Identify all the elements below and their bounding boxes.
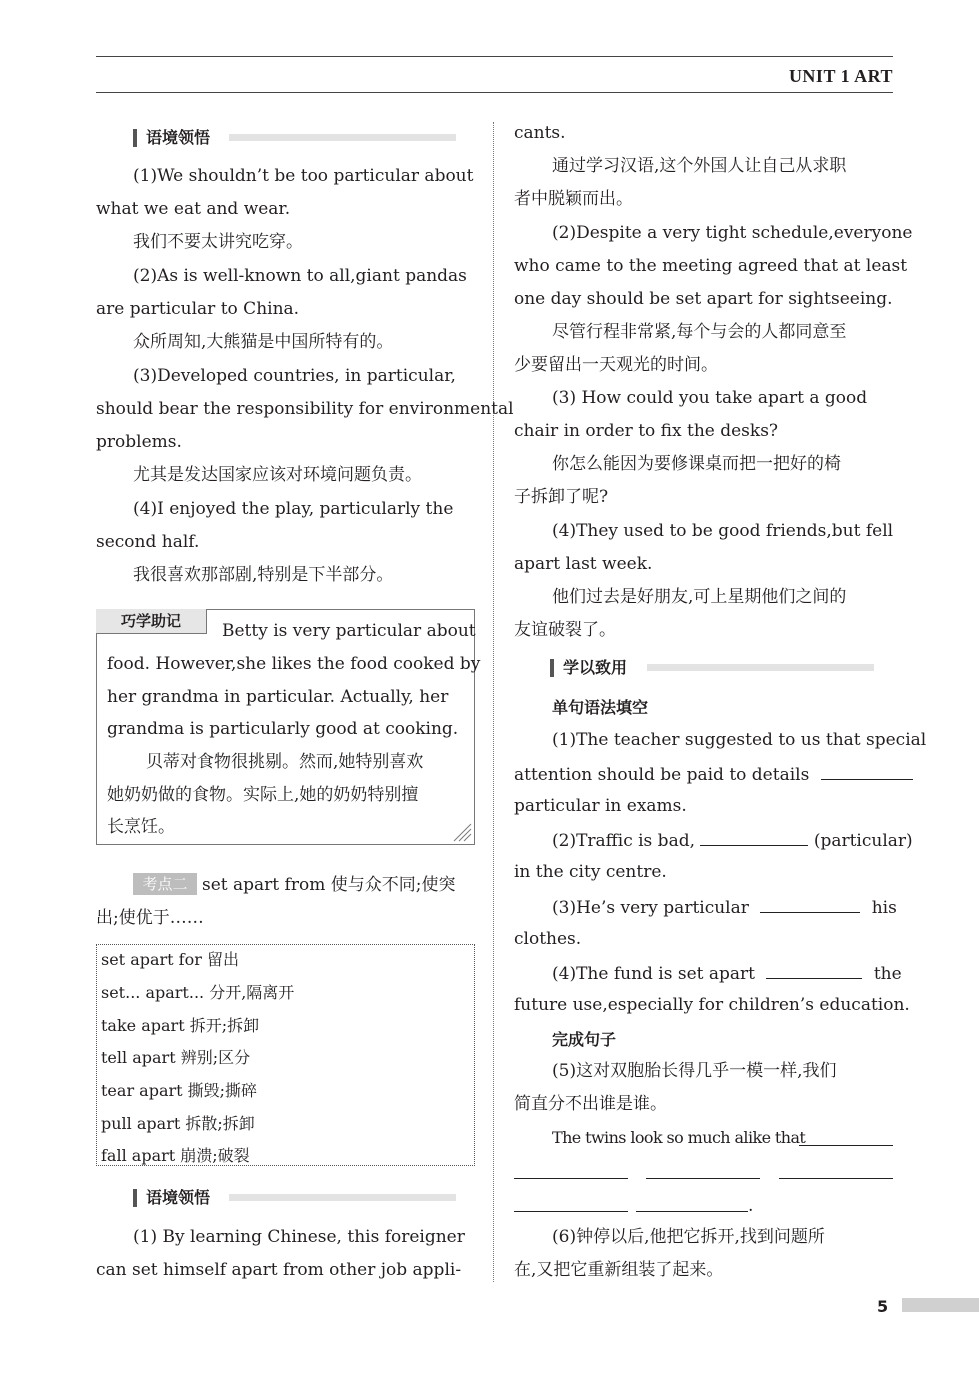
exercise-5-zh-a: (5)这对双胞胎长得几乎一模一样,我们 (552, 1061, 837, 1081)
example-4-en-a: (4)I enjoyed the play, particularly the (133, 499, 454, 519)
apart-example-2-c: one day should be set apart for sightseeing. (514, 289, 893, 309)
column-divider (493, 122, 494, 1282)
exercise-1-b (514, 761, 913, 787)
exercise-2-a (552, 827, 913, 853)
apart-example-3-zh-a: 你怎么能因为要修课桌而把一把好的椅 (552, 454, 841, 474)
tip-zh-1: 贝蒂对食物很挑剔。然而,她特别喜欢 (146, 752, 424, 772)
apart-example-2-zh-b: 少要留出一天观光的时间。 (514, 355, 718, 375)
answer-blank-5e[interactable] (514, 1211, 628, 1212)
subsection-fill-blank: 单句语法填空 (552, 698, 649, 717)
answer-blank-5c[interactable] (646, 1178, 760, 1179)
tip-zh-3: 长烹饪。 (107, 817, 175, 837)
key-point-line-2: 出;使优于…… (96, 908, 204, 928)
exercise-2-b: in the city centre. (514, 862, 667, 882)
example-1-zh: 我们不要太讲究吃穿。 (133, 232, 303, 252)
example-2-en-b: are particular to China. (96, 299, 300, 319)
corner-fold-icon (452, 822, 472, 842)
header-rule (96, 92, 893, 93)
apart-example-2-b: who came to the meeting agreed that at least (514, 256, 908, 276)
answer-blank-5a[interactable] (799, 1145, 893, 1146)
exercise-5-en-text: The twins look so much alike that (552, 1128, 806, 1147)
section-bar (229, 1194, 456, 1201)
key-point-line-1: set apart from 使与众不同;使突 (202, 875, 456, 895)
answer-blank-5b[interactable] (514, 1178, 628, 1179)
exercise-5-en (552, 1126, 805, 1150)
example-3-zh: 尤其是发达国家应该对环境问题负责。 (133, 465, 422, 485)
exercise-6-zh-b: 在,又把它重新组装了起来。 (514, 1260, 724, 1280)
exercise-3-end: his (871, 898, 897, 918)
answer-blank-4[interactable] (766, 960, 862, 979)
section-bar (647, 664, 874, 671)
answer-blank-5f[interactable] (636, 1211, 748, 1212)
apart-example-4-zh-b: 友谊破裂了。 (514, 620, 616, 640)
answer-blank-3[interactable] (760, 894, 860, 913)
exercise-3-b: clothes. (514, 929, 582, 949)
apart-example-3-a: (3) How could you take apart a good (552, 388, 868, 408)
subsection-complete-sentence: 完成句子 (552, 1030, 617, 1049)
example-3-en-c: problems. (96, 432, 182, 452)
key-point-label: 考点二 (133, 873, 197, 895)
exercise-1-c: particular in exams. (514, 796, 687, 816)
exercise-6-zh-a: (6)钟停以后,他把它拆开,找到问题所 (552, 1227, 825, 1247)
apart-example-1-c: cants. (514, 123, 566, 143)
phrase-item: tell apart 辨别;区分 (101, 1048, 251, 1067)
exercise-1-a: (1)The teacher suggested to us that special (552, 730, 927, 750)
sentence-period: . (748, 1196, 754, 1216)
page-number-bar (902, 1298, 979, 1312)
tip-en-2: food. However,she likes the food cooked by (107, 654, 481, 674)
unit-header: UNIT 1 ART (788, 66, 893, 86)
exercise-2-hint: (particular) (813, 831, 913, 851)
example-4-en-b: second half. (96, 532, 200, 552)
answer-blank-5d[interactable] (779, 1178, 893, 1179)
exercise-2-a-text: (2)Traffic is bad, (552, 831, 695, 851)
exercise-3-a (552, 894, 897, 920)
apart-example-4-zh-a: 他们过去是好朋友,可上星期他们之间的 (552, 587, 847, 607)
tip-en-4: grandma is particularly good at cooking. (107, 719, 459, 739)
exercise-4-a (552, 960, 902, 986)
tip-zh-2: 她奶奶做的食物。实际上,她的奶奶特别擅 (107, 785, 419, 805)
apart-example-2-a: (2)Despite a very tight schedule,everyone (552, 223, 913, 243)
example-3-en-a: (3)Developed countries, in particular, (133, 366, 456, 386)
example-1-en-b: what we eat and wear. (96, 199, 291, 219)
apart-example-3-b: chair in order to fix the desks? (514, 421, 779, 441)
page-number: 5 (877, 1297, 889, 1316)
exercise-4-end: the (873, 964, 902, 984)
section-bar (229, 134, 456, 141)
apart-example-4-b: apart last week. (514, 554, 653, 574)
tip-en-1: Betty is very particular about (222, 621, 476, 641)
phrase-item: set... apart... 分开,隔离开 (101, 983, 295, 1002)
phrase-item: fall apart 崩溃;破裂 (101, 1146, 250, 1165)
answer-blank-1[interactable] (821, 761, 913, 780)
phrase-item: pull apart 拆散;拆卸 (101, 1114, 255, 1133)
answer-blank-2[interactable] (700, 827, 808, 846)
section-title-practice: 学以致用 (550, 659, 627, 677)
memory-tip-label: 巧学助记 (96, 609, 207, 634)
top-rule (96, 56, 893, 57)
exercise-4-a-text: (4)The fund is set apart (552, 964, 756, 984)
apart-example-3-zh-b: 子拆卸了呢? (514, 487, 609, 507)
exercise-4-b: future use,especially for children’s education. (514, 995, 910, 1015)
example-3-en-b: should bear the responsibility for environmental (96, 399, 514, 419)
exercise-3-a-text: (3)He’s very particular (552, 898, 749, 918)
apart-example-2-zh-a: 尽管行程非常紧,每个与会的人都同意至 (552, 322, 847, 342)
section-title-context-1: 语境领悟 (133, 129, 210, 147)
section-title-context-2: 语境领悟 (133, 1189, 210, 1207)
example-1-en-a: (1)We shouldn’t be too particular about (133, 166, 474, 186)
phrase-item: tear apart 撕毁;撕碎 (101, 1081, 258, 1100)
exercise-5-zh-b: 简直分不出谁是谁。 (514, 1094, 667, 1114)
phrase-item: set apart for 留出 (101, 950, 239, 969)
exercise-1-b-text: attention should be paid to details (514, 765, 810, 785)
apart-example-1-a: (1) By learning Chinese, this foreigner (133, 1227, 465, 1247)
apart-example-1-zh-a: 通过学习汉语,这个外国人让自己从求职 (552, 156, 847, 176)
apart-example-4-a: (4)They used to be good friends,but fell (552, 521, 894, 541)
tip-en-3: her grandma in particular. Actually, her (107, 687, 449, 707)
apart-example-1-zh-b: 者中脱颖而出。 (514, 189, 633, 209)
apart-example-1-b: can set himself apart from other job appli- (96, 1260, 462, 1280)
example-2-zh: 众所周知,大熊猫是中国所特有的。 (133, 332, 394, 352)
example-4-zh: 我很喜欢那部剧,特别是下半部分。 (133, 565, 394, 585)
phrase-item: take apart 拆开;拆卸 (101, 1016, 260, 1035)
example-2-en-a: (2)As is well-known to all,giant pandas (133, 266, 467, 286)
